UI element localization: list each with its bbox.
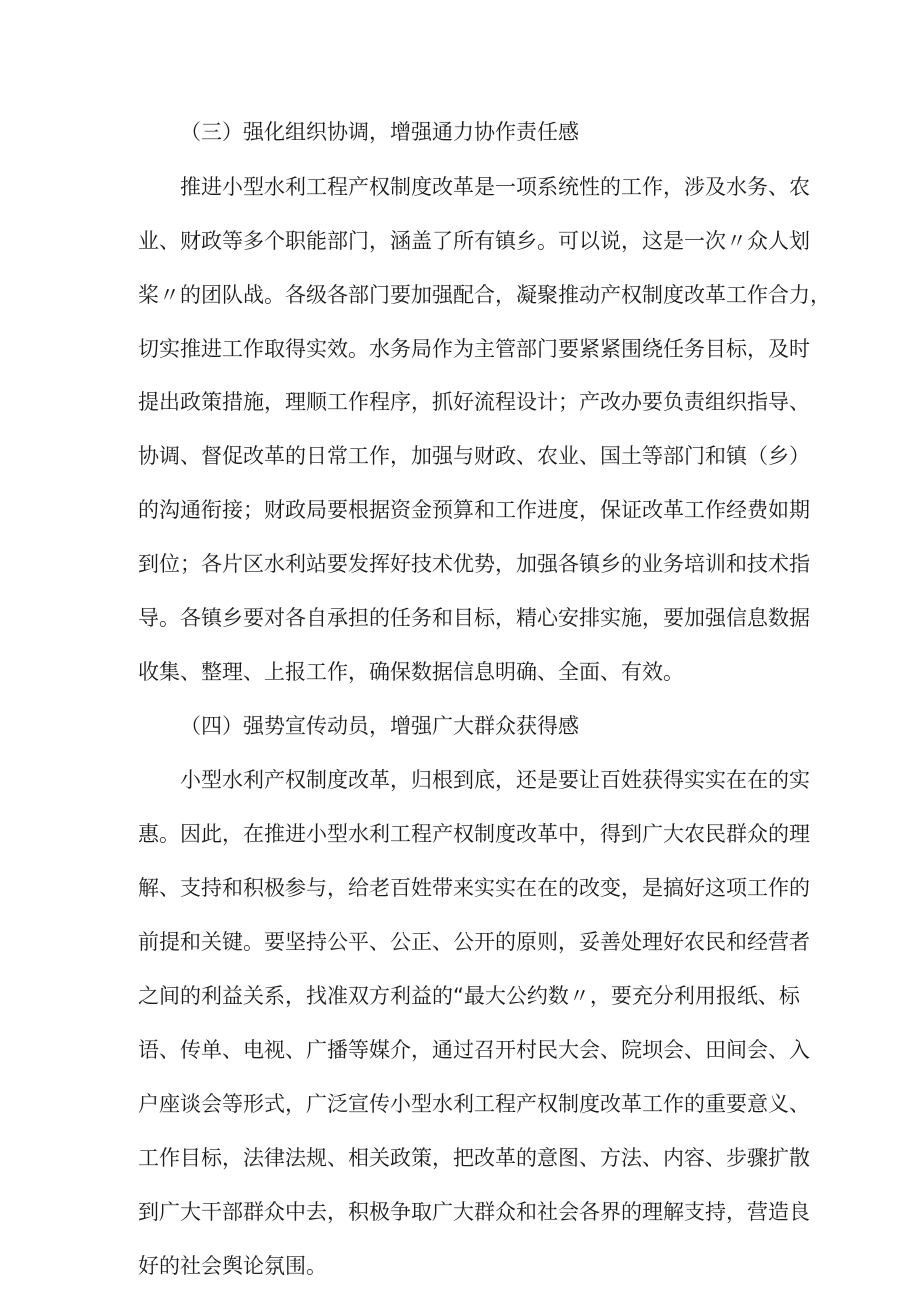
section-3-heading: （三）强化组织协调，增强通力协作责任感 [180, 120, 579, 144]
section-3-line: 桨〃的团队战。各级各部门要加强配合，凝聚推动产权制度改革工作合力， [138, 283, 831, 307]
section-4-line: 好的社会舆论氛围。 [138, 1254, 327, 1278]
section-4-line: 解、支持和积极参与，给老百姓带来实实在在的改变，是搞好这项工作的 [138, 876, 810, 900]
section-3-line: 协调、督促改革的日常工作，加强与财政、农业、国土等部门和镇（乡） [138, 444, 810, 468]
section-4-line: 语、传单、电视、广播等媒介，通过召开村民大会、院坝会、田间会、入 [138, 1038, 810, 1062]
section-3-line: 业、财政等多个职能部门，涵盖了所有镇乡。可以说，这是一次〃众人划 [138, 229, 810, 253]
section-4-heading: （四）强势宣传动员，增强广大群众获得感 [180, 714, 579, 738]
section-3-line: 提出政策措施，理顺工作程序，抓好流程设计；产改办要负责组织指导、 [138, 390, 810, 414]
section-3-line: 切实推进工作取得实效。水务局作为主管部门要紧紧围绕任务目标，及时 [138, 337, 810, 361]
section-3-line: 的沟通衔接；财政局要根据资金预算和工作进度，保证改革工作经费如期 [138, 498, 810, 522]
section-4-line: 前提和关键。要坚持公平、公正、公开的原则，妥善处理好农民和经营者 [138, 930, 810, 954]
section-4-line: 小型水利产权制度改革，归根到底，还是要让百姓获得实实在在的实 [180, 768, 810, 792]
section-4-line: 惠。因此，在推进小型水利工程产权制度改革中，得到广大农民群众的理 [138, 822, 810, 846]
section-4-line: 户座谈会等形式，广泛宣传小型水利工程产权制度改革工作的重要意义、 [138, 1092, 810, 1116]
section-3-line: 收集、整理、上报工作，确保数据信息明确、全面、有效。 [138, 660, 684, 684]
section-4-line: 到广大干部群众中去，积极争取广大群众和社会各界的理解支持，营造良 [138, 1200, 810, 1224]
section-3-line: 推进小型水利工程产权制度改革是一项系统性的工作，涉及水务、农 [180, 175, 810, 199]
section-4-line: 之间的利益关系，找准双方利益的“最大公约数〃，要充分利用报纸、标 [138, 984, 800, 1008]
section-3-line: 到位；各片区水利站要发挥好技术优势，加强各镇乡的业务培训和技术指 [138, 552, 810, 576]
section-3-line: 导。各镇乡要对各自承担的任务和目标，精心安排实施，要加强信息数据 [138, 606, 810, 630]
section-4-line: 工作目标，法律法规、相关政策，把改革的意图、方法、内容、步骤扩散 [138, 1146, 810, 1170]
